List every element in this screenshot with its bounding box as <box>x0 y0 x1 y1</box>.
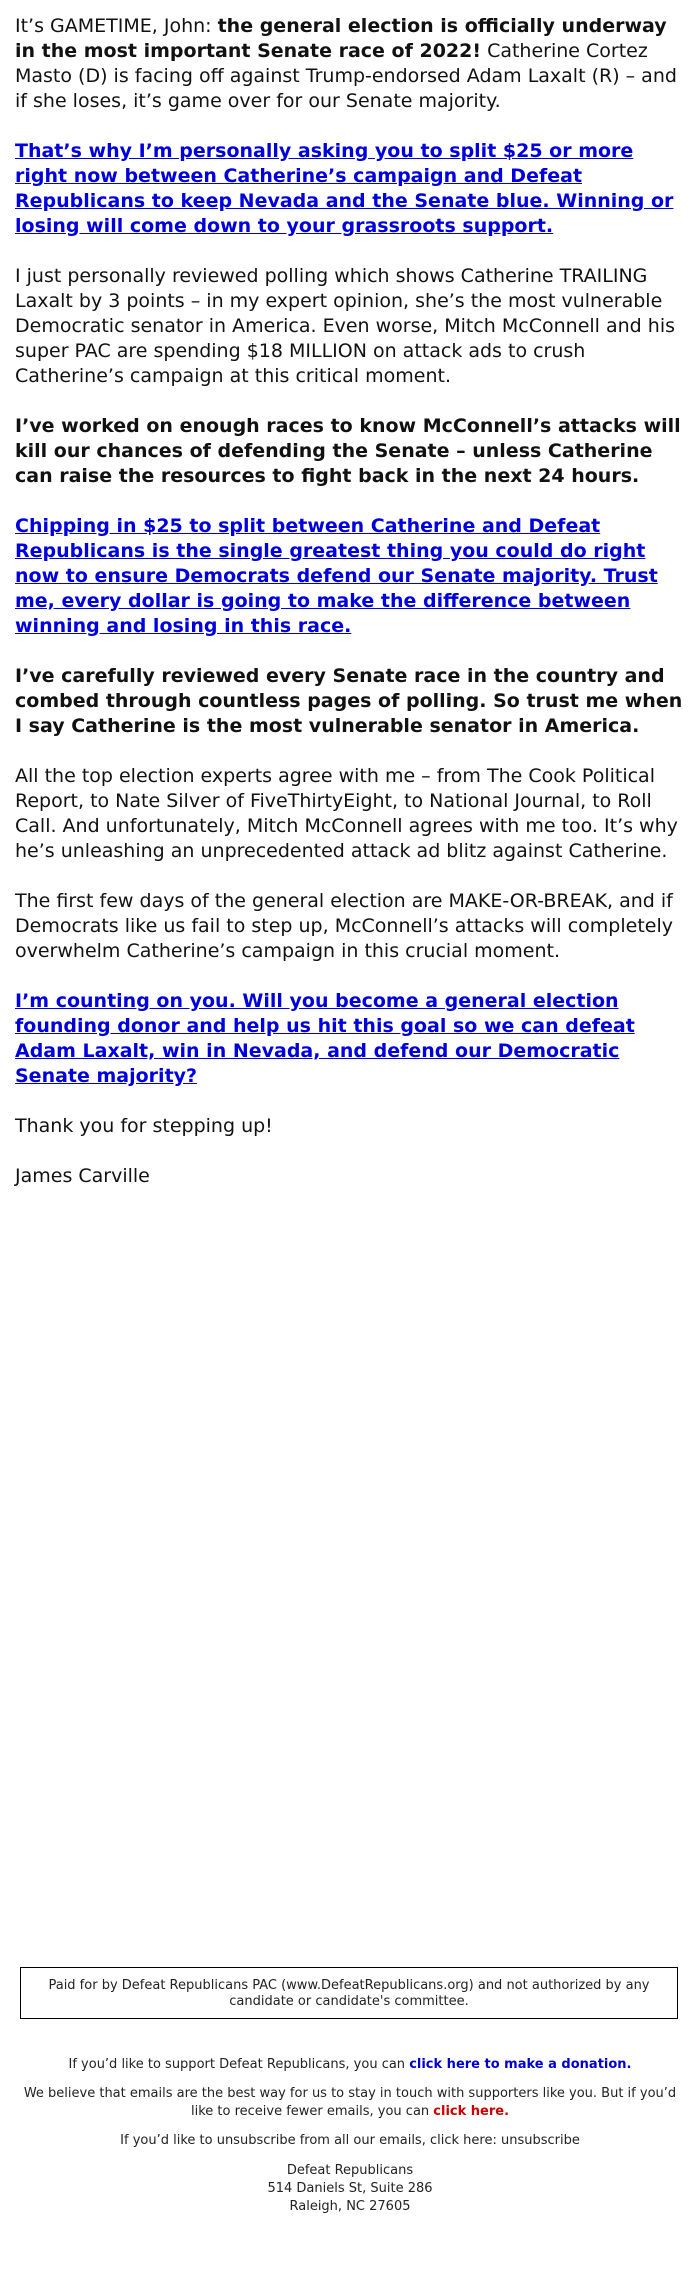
fewer-emails-link[interactable]: click here. <box>433 2104 510 2119</box>
fewer-emails-text: We believe that emails are the best way for us to stay in touch with supporters like you. But if you’d like to receive fewer emails, you can <box>23 2086 677 2119</box>
unsubscribe-footer-line <box>20 2132 680 2150</box>
intro-paragraph <box>15 14 685 114</box>
mcconnell-paragraph <box>15 414 685 489</box>
cta-paragraph-3 <box>15 989 685 1089</box>
fewer-emails-footer-line <box>20 2085 680 2121</box>
thanks-paragraph: Thank you for stepping up! <box>15 1115 273 1137</box>
address-line-1: 514 Daniels St, Suite 286 <box>267 2181 433 2196</box>
address-line-2: Raleigh, NC 27605 <box>289 2199 411 2214</box>
donate-prefix-text: If you’d like to support Defeat Republicans, you can <box>68 2057 410 2072</box>
cta-paragraph-2 <box>15 514 685 639</box>
vulnerable-paragraph <box>15 664 685 739</box>
donate-link-split-25[interactable]: That’s why I’m personally asking you to split $25 or more right now between Catherine’s campaign and Defeat Republicans to keep Nevada and the Senate blue. Winning or losing will come down to your grassroots support. <box>15 140 674 237</box>
intro-greeting: It’s GAMETIME, John: <box>15 15 218 37</box>
paid-for-disclaimer-text: Paid for by Defeat Republicans PAC (www.DefeatRepublicans.org) and not authorized by any candidate or candidate's committee. <box>48 1978 650 2009</box>
polling-paragraph: I just personally reviewed polling which shows Catherine TRAILING Laxalt by 3 points – in my expert opinion, she’s the most vulnerable Democratic senator in America. Even worse, Mitch McConnell and his super PAC are spending $18 MILLION on attack ads to crush Catherine’s campaign at this critical moment. <box>15 265 675 387</box>
vulnerable-bold-text: I’ve carefully reviewed every Senate race in the country and combed through countless pages of polling. So trust me when I say Catherine is the most vulnerable senator in America. <box>15 665 683 737</box>
unsubscribe-link[interactable]: unsubscribe <box>500 2133 580 2148</box>
paid-for-disclaimer-box <box>20 1967 678 2019</box>
email-body <box>15 14 685 1214</box>
experts-paragraph: All the top election experts agree with me – from The Cook Political Report, to Nate Silver of FiveThirtyEight, to National Journal, to Roll Call. And unfortunately, Mitch McConnell agrees with me too. It’s why he’s unleashing an unprecedented attack ad blitz against Catherine. <box>15 765 678 862</box>
donate-link-chip-in[interactable]: Chipping in $25 to split between Catherine and Defeat Republicans is the single greatest thing you could do right now to ensure Democrats defend our Senate majority. Trust me, every dollar is going to make the difference between winning and losing in this race. <box>15 515 658 637</box>
make-donation-link[interactable]: click here to make a donation. <box>409 2057 632 2072</box>
donate-footer-line <box>20 2056 680 2074</box>
signature: James Carville <box>15 1165 150 1187</box>
cta-paragraph-1 <box>15 139 685 239</box>
make-or-break-paragraph: The first few days of the general election are MAKE-OR-BREAK, and if Democrats like us fail to step up, McConnell’s attacks will completely overwhelm Catherine’s campaign in this crucial moment. <box>15 890 673 962</box>
intro-bold-text: the general election is officially underway in the most important Senate race of 2022! <box>15 15 667 62</box>
donate-link-founding-donor[interactable]: I’m counting on you. Will you become a general election founding donor and help us hit this goal so we can defeat Adam Laxalt, win in Nevada, and defend our Democratic Senate majority? <box>15 990 635 1087</box>
mcconnell-bold-text: I’ve worked on enough races to know McConnell’s attacks will kill our chances of defending the Senate – unless Catherine can raise the resources to fight back in the next 24 hours. <box>15 415 681 487</box>
unsubscribe-text: If you’d like to unsubscribe from all our emails, click here: <box>120 2133 501 2148</box>
mailing-address <box>20 2162 680 2216</box>
org-name: Defeat Republicans <box>286 2163 414 2178</box>
intro-rest-text: Catherine Cortez Masto (D) is facing off against Trump-endorsed Adam Laxalt (R) – and if she loses, it’s game over for our Senate majority. <box>15 40 677 112</box>
